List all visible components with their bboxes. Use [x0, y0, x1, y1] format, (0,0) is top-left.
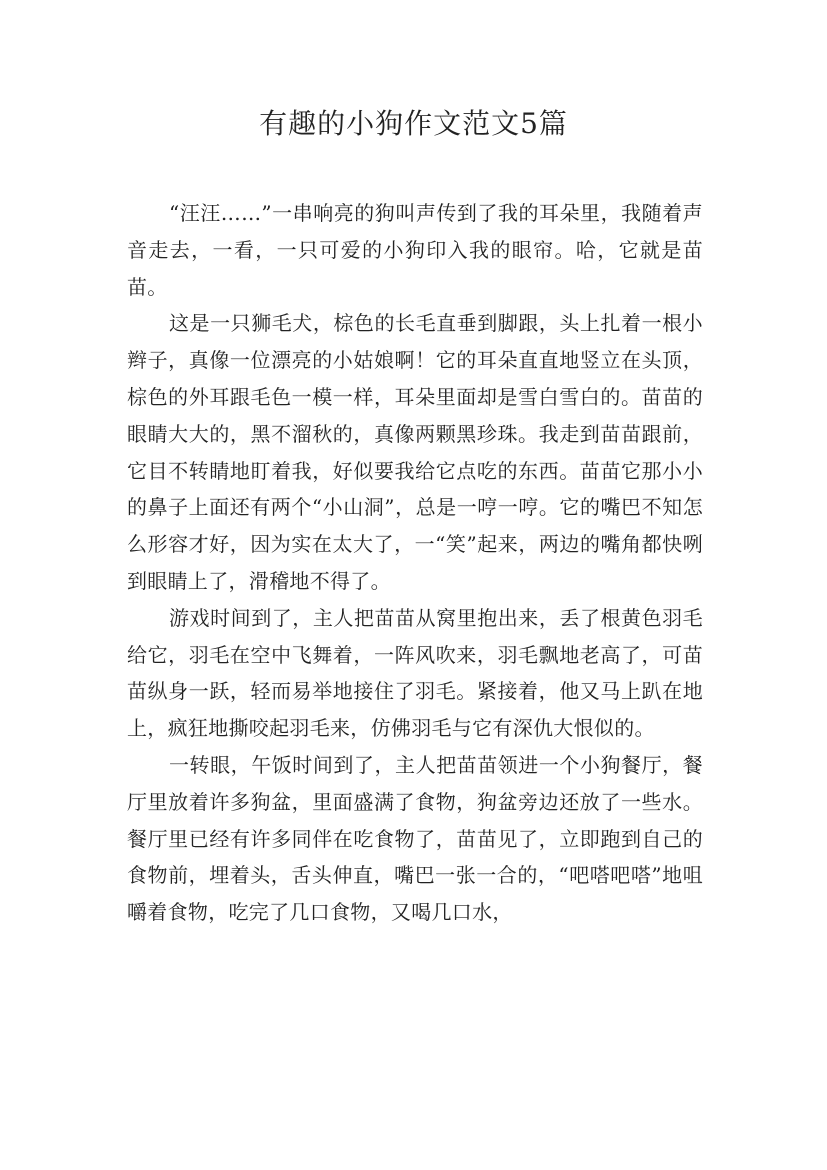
paragraph-1: “汪汪……”一串响亮的狗叫声传到了我的耳朵里，我随着声音走去，一看，一只可爱的小狗印入我的眼帘。哈，它就是苗苗。: [127, 201, 703, 299]
paragraph-3: 游戏时间到了，主人把苗苗从窝里抱出来，丢了根黄色羽毛给它，羽毛在空中飞舞着，一阵风吹来，羽毛飘地老高了，可苗苗纵身一跃，轻而易举地接住了羽毛。紧接着，他又马上趴在地上，疯狂地撕咬起羽毛来，仿佛羽毛与它有深仇大恨似的。: [127, 605, 703, 741]
document-title: 有趣的小狗作文范文5篇: [259, 107, 568, 140]
document-body: [127, 195, 703, 931]
paragraph-4: 一转眼，午饭时间到了，主人把苗苗领进一个小狗餐厅，餐厅里放着许多狗盆，里面盛满了食物，狗盆旁边还放了一些水。餐厅里已经有许多同伴在吃食物了，苗苗见了，立即跑到自己的食物前，埋着头，舌头伸直，嘴巴一张一合的，“吧嗒吧嗒”地咀嚼着食物，吃完了几口食物，又喝几口水，: [127, 752, 703, 925]
paragraph-2: 这是一只狮毛犬，棕色的长毛直垂到脚跟，头上扎着一根小辫子，真像一位漂亮的小姑娘啊！它的耳朵直直地竖立在头顶，棕色的外耳跟毛色一模一样，耳朵里面却是雪白雪白的。苗苗的眼睛大大的，黑不溜秋的，真像两颗黑珍珠。我走到苗苗跟前，它目不转睛地盯着我，好似要我给它点吃的东西。苗苗它那小小的鼻子上面还有两个“小山洞”，总是一哼一哼。它的嘴巴不知怎么形容才好，因为实在太大了，一“笑”起来，两边的嘴角都快咧到眼睛上了，滑稽地不得了。: [127, 311, 703, 593]
